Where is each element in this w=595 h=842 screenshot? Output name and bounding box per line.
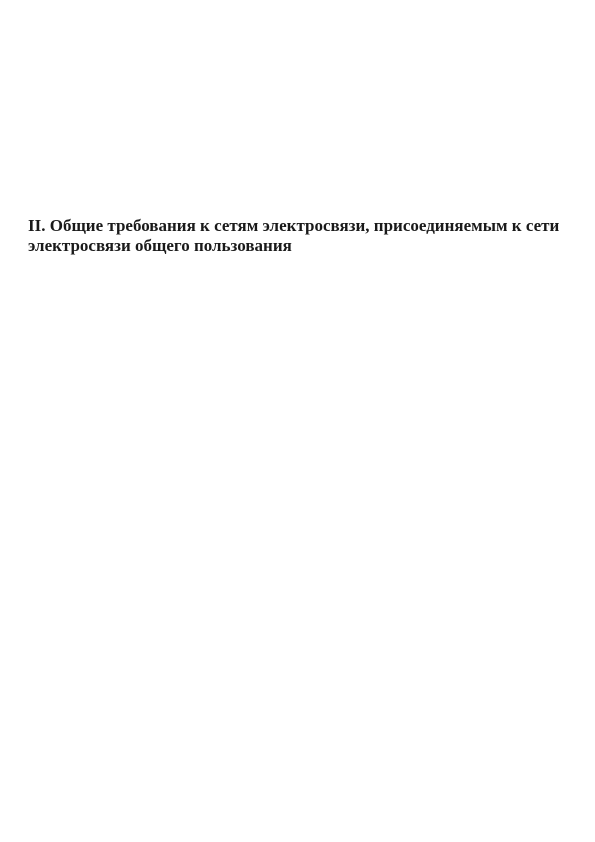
paragraph <box>28 446 567 456</box>
paragraph <box>28 525 567 535</box>
section-heading: II. Общие требования к сетям электросвязи, присоединяемым к сети электросвязи общего пользования <box>28 215 560 255</box>
paragraph <box>28 53 567 63</box>
paragraph <box>28 34 567 44</box>
paragraph <box>28 505 567 515</box>
paragraph <box>28 466 567 476</box>
paragraph <box>28 388 567 398</box>
paragraph <box>28 309 567 319</box>
paragraph <box>28 329 567 339</box>
paragraph <box>28 73 567 83</box>
paragraph <box>28 112 567 122</box>
paragraph <box>28 92 567 102</box>
paragraph <box>28 348 567 358</box>
paragraph <box>28 270 567 280</box>
paragraph <box>28 151 567 161</box>
paragraph <box>28 190 567 200</box>
paragraph <box>28 485 567 495</box>
paragraph <box>28 407 567 417</box>
paragraph <box>28 171 567 181</box>
paragraph <box>28 14 567 24</box>
paragraph <box>28 132 567 142</box>
paragraph <box>28 368 567 378</box>
paragraph <box>28 427 567 437</box>
paragraph <box>28 290 567 300</box>
